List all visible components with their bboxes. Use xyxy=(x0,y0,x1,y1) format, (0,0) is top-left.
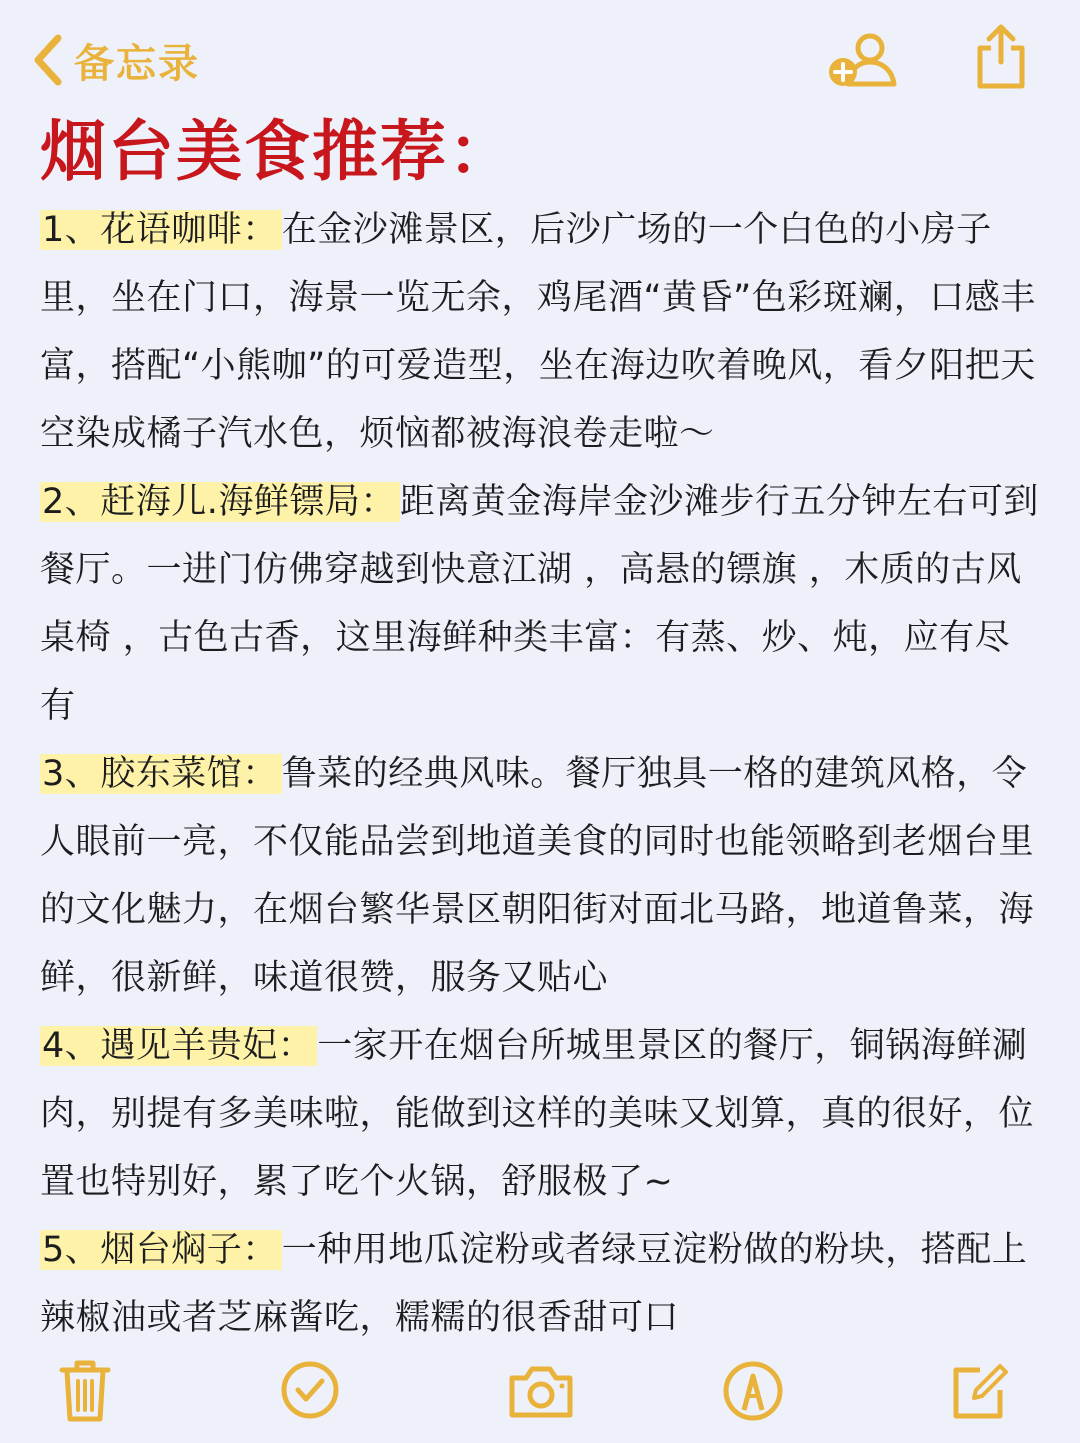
camera-button[interactable] xyxy=(506,1364,576,1420)
pen-tip-icon xyxy=(722,1360,784,1422)
note-body[interactable] xyxy=(40,196,1040,1352)
item-heading: 5、烟台焖子： xyxy=(40,1230,282,1270)
bottom-toolbar xyxy=(0,1350,1080,1443)
camera-icon xyxy=(506,1364,576,1420)
trash-icon xyxy=(58,1358,112,1424)
delete-button[interactable] xyxy=(58,1358,112,1424)
note-paragraph xyxy=(40,196,1040,468)
back-label: 备忘录 xyxy=(74,40,200,87)
note-title: 烟台美食推荐： xyxy=(40,113,516,190)
checklist-button[interactable] xyxy=(280,1360,340,1420)
chevron-left-icon xyxy=(30,32,64,88)
note-paragraph xyxy=(40,1216,1040,1352)
markup-button[interactable] xyxy=(722,1360,784,1422)
back-button[interactable] xyxy=(30,28,200,92)
compose-button[interactable] xyxy=(950,1358,1010,1422)
item-heading: 2、赶海儿.海鲜镖局： xyxy=(40,482,400,522)
item-heading: 3、胶东菜馆： xyxy=(40,754,282,794)
note-paragraph xyxy=(40,468,1040,740)
share-button[interactable] xyxy=(972,22,1030,92)
item-body: 在金沙滩景区，后沙广场的一个白色的小房子里，坐在门口，海景一览无余，鸡尾酒“黄昏”色彩斑斓，口感丰富，搭配“小熊咖”的可爱造型，坐在海边吹着晚风，看夕阳把天空染成橘子汽水色，烦恼都被海浪卷走啦～ xyxy=(40,210,1036,454)
item-body: 鲁菜的经典风味。餐厅独具一格的建筑风格，令人眼前一亮，不仅能品尝到地道美食的同时也能领略到老烟台里的文化魅力，在烟台繁华景区朝阳街对面北马路，地道鲁菜，海鲜，很新鲜，味道很赞，服务又贴心 xyxy=(40,754,1035,998)
navigation-bar xyxy=(0,0,1080,110)
item-body: 距离黄金海岸金沙滩步行五分钟左右可到餐厅。一进门仿佛穿越到快意江湖 ，高悬的镖旗 ，木质的古风桌椅 ，古色古香，这里海鲜种类丰富：有蒸、炒、炖，应有尽有 xyxy=(40,482,1039,726)
item-body: 一家开在烟台所城里景区的餐厅，铜锅海鲜涮肉，别提有多美味啦，能做到这样的美味又划算，真的很好，位置也特别好，累了吃个火锅，舒服极了~ xyxy=(40,1026,1035,1202)
item-body: 一种用地瓜淀粉或者绿豆淀粉做的粉块，搭配上辣椒油或者芝麻酱吃，糯糯的很香甜可口 xyxy=(40,1230,1028,1338)
share-people-button[interactable] xyxy=(826,30,902,90)
item-heading: 1、花语咖啡： xyxy=(40,210,282,250)
checkmark-circle-icon xyxy=(280,1360,340,1420)
note-paragraph xyxy=(40,1012,1040,1216)
note-paragraph xyxy=(40,740,1040,1012)
share-icon xyxy=(972,22,1030,92)
item-heading: 4、遇见羊贵妃： xyxy=(40,1026,317,1066)
compose-icon xyxy=(950,1358,1010,1422)
add-person-icon xyxy=(826,30,902,90)
